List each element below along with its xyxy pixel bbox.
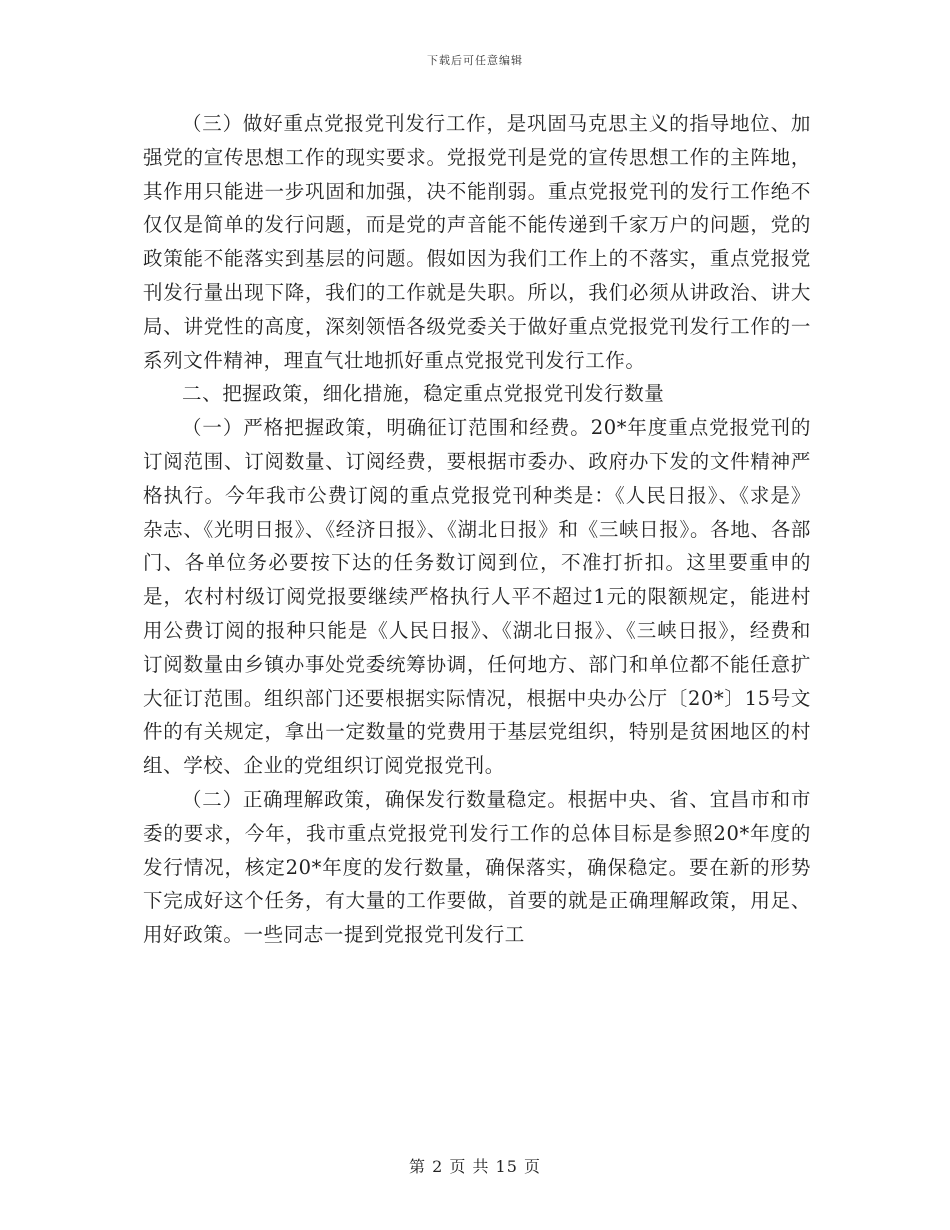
page-header: 下载后可任意编辑 [427, 54, 523, 67]
section-2-heading: 二、把握政策，细化措施，稳定重点党报党刊发行数量 [182, 382, 665, 406]
document-body [143, 107, 811, 952]
paragraph-3: （三）做好重点党报党刊发行工作，是巩固马克思主义的指导地位、加强党的宣传思想工作的现实要求。党报党刊是党的宣传思想工作的主阵地，其作用只能进一步巩固和加强，决不能削弱。重点党报党刊的发行工作绝不仅仅是简单的发行问题，而是党的声音能不能传递到千家万户的问题，党的政策能不能落实到基层的问题。假如因为我们工作上的不落实，重点党报党刊发行量出现下降，我们的工作就是失职。所以，我们必须从讲政治、讲大局、讲党性的高度，深刻领悟各级党委关于做好重点党报党刊发行工作的一系列文件精神，理直气壮地抓好重点党报党刊发行工作。 [143, 112, 811, 372]
page-number-footer: 第 2 页 共 15 页 [409, 1157, 541, 1176]
paragraph-2-2: （二）正确理解政策，确保发行数量稳定。根据中央、省、宜昌市和市委的要求，今年，我市重点党报党刊发行工作的总体目标是参照20*年度的发行情况，核定20*年度的发行数量，确保落实，确保稳定。要在新的形势下完成好这个任务，有大量的工作要做，首要的就是正确理解政策，用足、用好政策。一些同志一提到党报党刊发行工 [143, 787, 811, 947]
paragraph-2-1: （一）严格把握政策，明确征订范围和经费。20*年度重点党报党刊的订阅范围、订阅数量、订阅经费，要根据市委办、政府办下发的文件精神严格执行。今年我市公费订阅的重点党报党刊种类是：《人民日报》、《求是》杂志、《光明日报》、《经济日报》、《湖北日报》和《三峡日报》。各地、各部门、各单位务必要按下达的任务数订阅到位，不准打折扣。这里要重申的是，农村村级订阅党报要继续严格执行人平不超过1元的限额规定，能进村用公费订阅的报种只能是《人民日报》、《湖北日报》、《三峡日报》，经费和订阅数量由乡镇办事处党委统筹协调，任何地方、部门和单位都不能任意扩大征订范围。组织部门还要根据实际情况，根据中央办公厅〔20*〕15号文件的有关规定，拿出一定数量的党费用于基层党组织，特别是贫困地区的村组、学校、企业的党组织订阅党报党刊。 [143, 416, 811, 778]
